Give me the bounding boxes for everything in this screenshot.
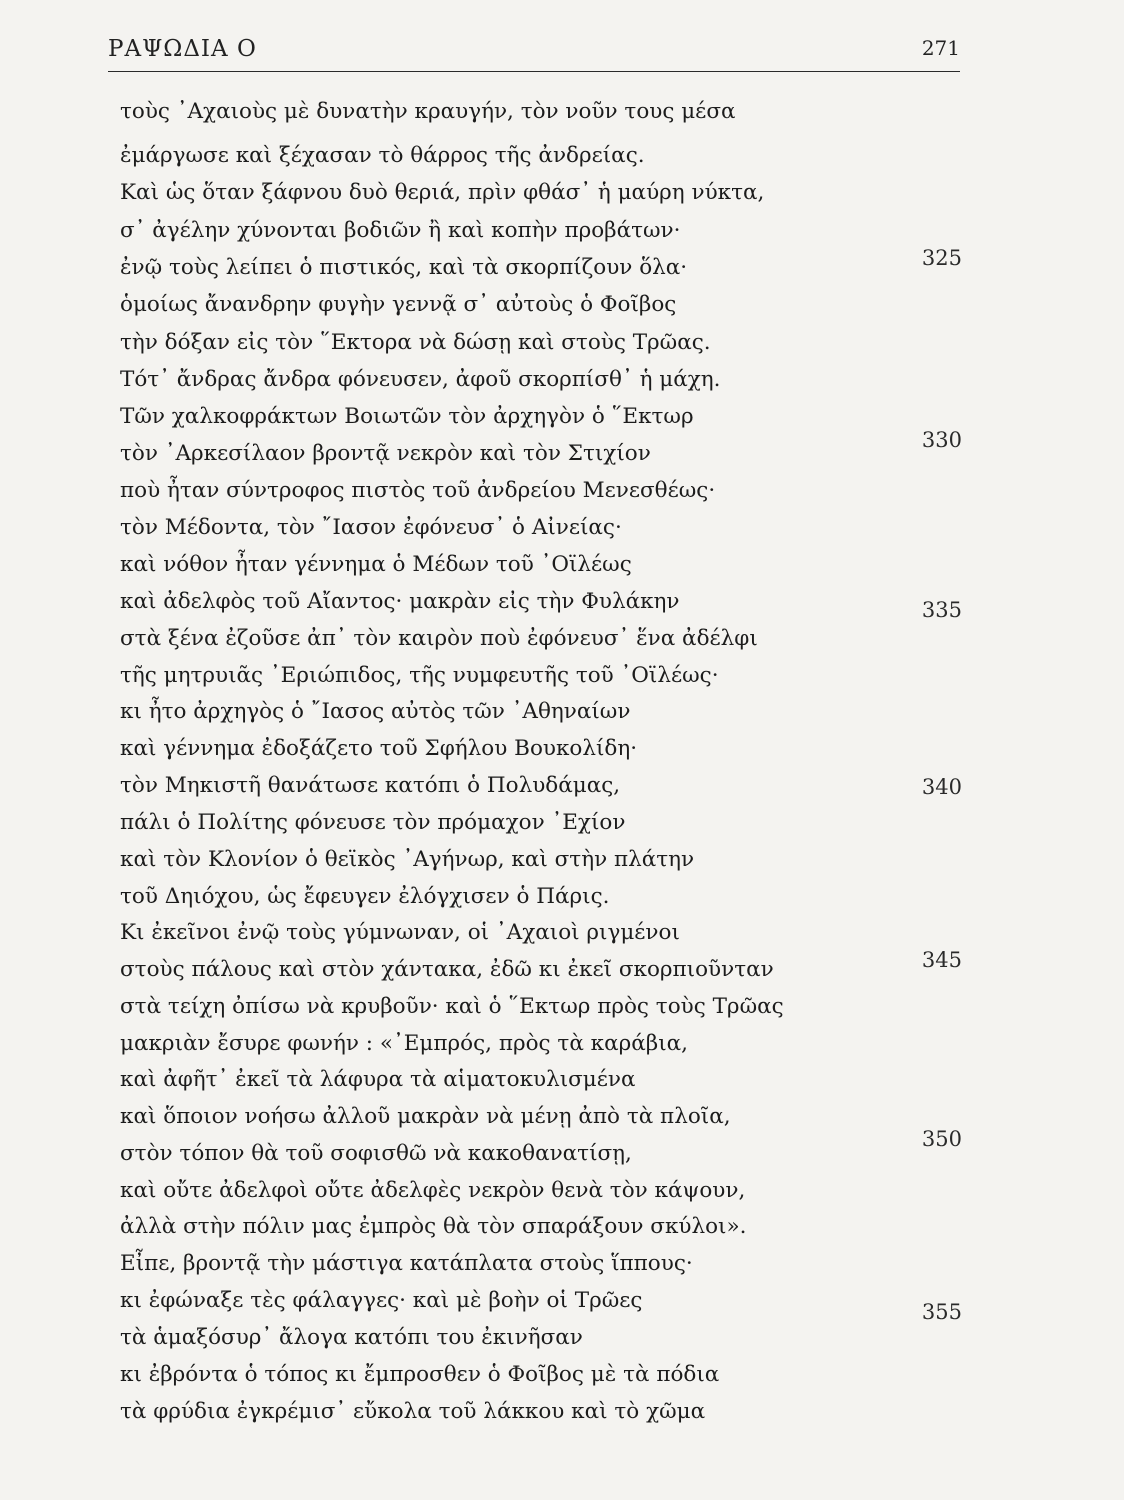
verse-line: τὰ ἁμαξόσυρ᾿ ἄλογα κατόπι του ἐκινῆσαν bbox=[120, 1325, 583, 1350]
verse-line: πάλι ὁ Πολίτης φόνευσε τὸν πρόμαχον ᾿Εχίον bbox=[120, 810, 626, 835]
verse-line: κι ἐβρόντα ὁ τόπος κι ἔμπροσθεν ὁ Φοῖβος μὲ τὰ πόδια bbox=[120, 1362, 720, 1387]
verse-line: τὸν Μέδοντα, τὸν ῎Ιασον ἐφόνευσ᾿ ὁ Αἰνείας· bbox=[120, 515, 622, 540]
verse-line: τὰ φρύδια ἐγκρέμισ᾿ εὔκολα τοῦ λάκκου καὶ τὸ χῶμα bbox=[120, 1399, 706, 1424]
verse-line: τὸν Μηκιστῆ θανάτωσε κατόπι ὁ Πολυδάμας, bbox=[120, 773, 621, 798]
verse-line: ἐνῷ τοὺς λείπει ὁ πιστικός, καὶ τὰ σκορπίζουν ὅλα· bbox=[120, 255, 688, 280]
verse-line: Τῶν χαλκοφράκτων Βοιωτῶν τὸν ἀρχηγὸν ὁ ῞Εκτωρ bbox=[120, 404, 694, 429]
verse-line: τοὺς ᾿Αχαιοὺς μὲ δυνατὴν κραυγήν, τὸν νοῦν τους μέσα bbox=[120, 99, 736, 124]
verse-line: καὶ τὸν Κλονίον ὁ θεϊκὸς ᾿Αγήνωρ, καὶ στὴν πλάτην bbox=[120, 847, 695, 872]
verse-line: κι ἦτο ἀρχηγὸς ὁ ῎Ιασος αὐτὸς τῶν ᾿Αθηναίων bbox=[120, 699, 631, 724]
verse-line: Εἶπε, βροντᾷ τὴν μάστιγα κατάπλατα στοὺς ἵππους· bbox=[120, 1251, 693, 1276]
verse-line: Καὶ ὡς ὅταν ξάφνου δυὸ θεριά, πρὶν φθάσ᾿ ἡ μαύρη νύκτα, bbox=[120, 180, 765, 205]
verse-line: στὰ ξένα ἐζοῦσε ἀπ᾿ τὸν καιρὸν ποὺ ἐφόνευσ᾿ ἕνα ἀδέλφι bbox=[120, 626, 758, 651]
line-number: 340 bbox=[921, 775, 962, 799]
verse-line: καὶ οὔτε ἀδελφοὶ οὔτε ἀδελφὲς νεκρὸν θενὰ τὸν κάψουν, bbox=[120, 1178, 746, 1203]
verse-line: ποὺ ἦταν σύντροφος πιστὸς τοῦ ἀνδρείου Μενεσθέως· bbox=[120, 478, 716, 503]
verse-line: ἐμάργωσε καὶ ξέχασαν τὸ θάρρος τῆς ἀνδρείας. bbox=[120, 143, 645, 168]
verse-line: Τότ᾿ ἄνδρας ἄνδρα φόνευσεν, ἀφοῦ σκορπίσθ᾿ ἡ μάχη. bbox=[120, 367, 721, 392]
line-number: 325 bbox=[921, 246, 962, 270]
verse-line: στὰ τείχη ὀπίσω νὰ κρυβοῦν· καὶ ὁ ῞Εκτωρ πρὸς τοὺς Τρῶας bbox=[120, 994, 784, 1019]
verse-line: καὶ ὅποιον νοήσω ἀλλοῦ μακρὰν νὰ μένῃ ἀπὸ τὰ πλοῖα, bbox=[120, 1104, 731, 1129]
page-number: 271 bbox=[921, 36, 960, 60]
line-number: 345 bbox=[921, 948, 962, 972]
line-number: 330 bbox=[921, 428, 962, 452]
verse-line: τὸν ᾿Αρκεσίλαον βροντᾷ νεκρὸν καὶ τὸν Στιχίον bbox=[120, 441, 651, 466]
verse-line: σ᾿ ἀγέλην χύνονται βοδιῶν ἢ καὶ κοπὴν προβάτων· bbox=[120, 218, 681, 243]
verse-line: ἀλλὰ στὴν πόλιν μας ἐμπρὸς θὰ τὸν σπαράξουν σκύλοι». bbox=[120, 1214, 747, 1239]
verse-line: καὶ ἀδελφὸς τοῦ Αἴαντος· μακρὰν εἰς τὴν Φυλάκην bbox=[120, 589, 680, 614]
verse-line: ὁμοίως ἄνανδρην φυγὴν γεννᾷ σ᾿ αὐτοὺς ὁ Φοῖβος bbox=[120, 292, 677, 317]
running-head: ΡΑΨΩΔΙΑ Ο bbox=[108, 36, 257, 62]
verse-line: κι ἐφώναξε τὲς φάλαγγες· καὶ μὲ βοὴν οἱ Τρῶες bbox=[120, 1288, 643, 1313]
verse-line: καὶ νόθον ἦταν γέννημα ὁ Μέδων τοῦ ᾿Οϊλέως bbox=[120, 552, 632, 577]
verse-line: καὶ γέννημα ἐδοξάζετο τοῦ Σφήλου Βουκολίδη· bbox=[120, 736, 638, 761]
verse-line: στοὺς πάλους καὶ στὸν χάντακα, ἐδῶ κι ἐκεῖ σκορπιοῦνταν bbox=[120, 957, 774, 982]
line-number: 335 bbox=[921, 598, 962, 622]
verse-line: μακριὰν ἔσυρε φωνήν : «᾿Εμπρός, πρὸς τὰ καράβια, bbox=[120, 1031, 688, 1056]
verse-line: Κι ἐκεῖνοι ἐνῷ τοὺς γύμνωναν, οἱ ᾿Αχαιοὶ ριγμένοι bbox=[120, 920, 680, 945]
line-number: 350 bbox=[921, 1127, 962, 1151]
verse-line: καὶ ἀφῆτ᾿ ἐκεῖ τὰ λάφυρα τὰ αἱματοκυλισμένα bbox=[120, 1067, 636, 1092]
verse-line: τοῦ Δηιόχου, ὡς ἔφευγεν ἐλόγχισεν ὁ Πάρις. bbox=[120, 884, 610, 909]
line-number: 355 bbox=[921, 1300, 962, 1324]
verse-line: στὸν τόπον θὰ τοῦ σοφισθῶ νὰ κακοθανατίσῃ, bbox=[120, 1141, 632, 1166]
verse-line: τὴν δόξαν εἰς τὸν ῞Εκτορα νὰ δώσῃ καὶ στοὺς Τρῶας. bbox=[120, 330, 711, 355]
verse-line: τῆς μητρυιᾶς ᾿Εριώπιδος, τῆς νυμφευτῆς τοῦ ᾿Οϊλέως· bbox=[120, 663, 719, 688]
